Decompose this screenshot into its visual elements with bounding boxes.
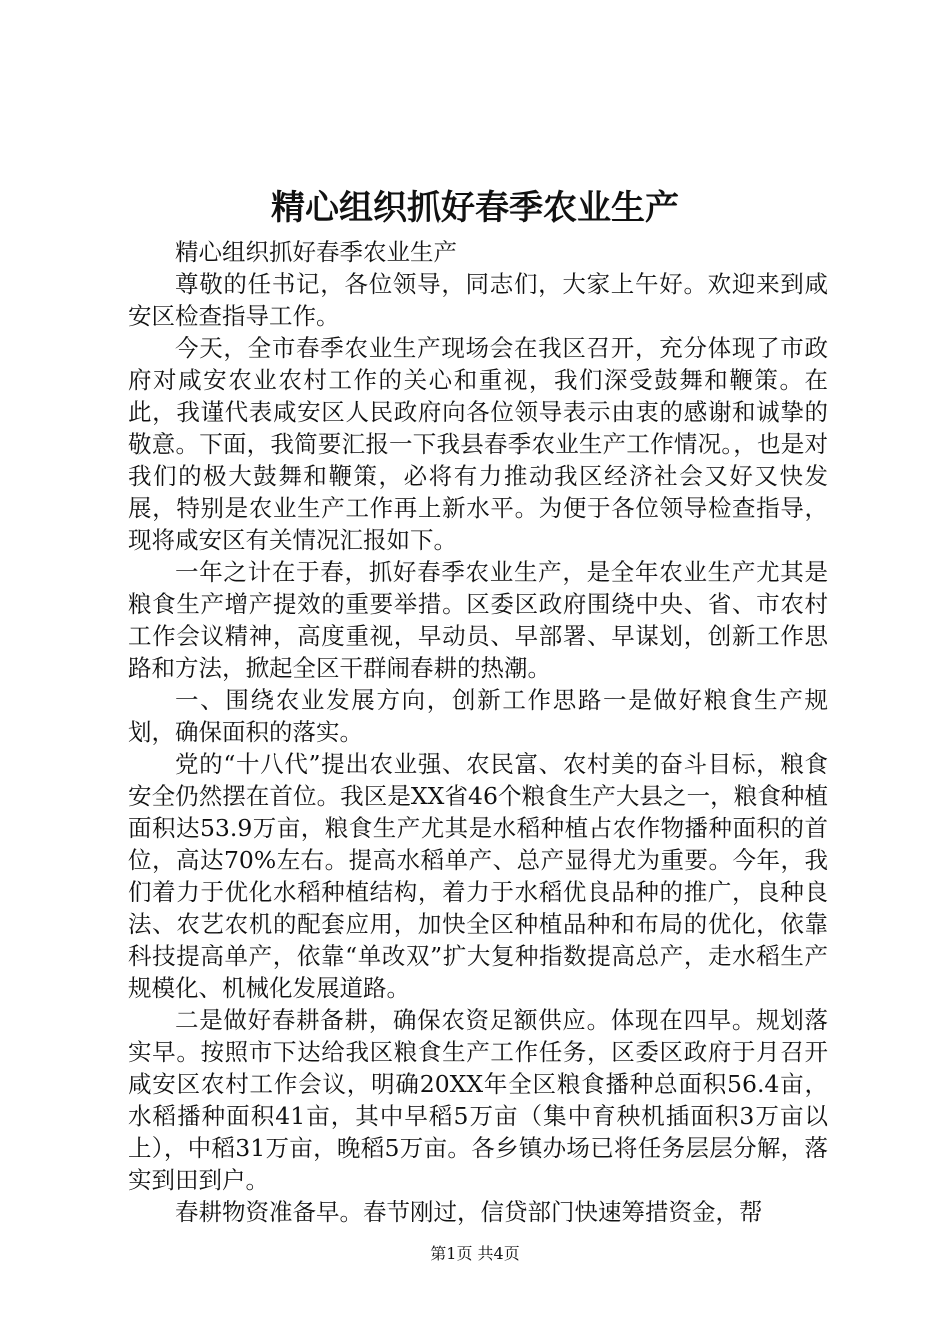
paragraph: 一、围绕农业发展方向，创新工作思路一是做好粮食生产规划，确保面积的落实。 xyxy=(128,686,828,746)
paragraph: 党的“十八代”提出农业强、农民富、农村美的奋斗目标，粮食安全仍然摆在首位。我区是XX省46个粮食生产大县之一，粮食种植面积达53.9万亩，粮食生产尤其是水稻种植占农作物播种面积的首位，高达70%左右。提高水稻单产、总产显得尤为重要。今年，我们着力于优化水稻种植结构，着力于水稻优良品种的推广，良种良法、农艺农机的配套应用，加快全区种植品种和布局的优化，依靠科技提高单产，依靠“单改双”扩大复种指数提高总产，走水稻生产规模化、机械化发展道路。 xyxy=(128,750,828,1002)
paragraph: 尊敬的任书记，各位领导，同志们，大家上午好。欢迎来到咸安区检查指导工作。 xyxy=(128,270,828,330)
document-body xyxy=(128,236,828,1228)
paragraph: 二是做好春耕备耕，确保农资足额供应。体现在四早。规划落实早。按照市下达给我区粮食生产工作任务，区委区政府于月召开咸安区农村工作会议，明确20XX年全区粮食播种总面积56.4亩，水稻播种面积41亩，其中早稻5万亩（集中育秧机插面积3万亩以上），中稻31万亩，晚稻5万亩。各乡镇办场已将任务层层分解，落实到田到户。 xyxy=(128,1006,828,1194)
paragraph: 春耕物资准备早。春节刚过，信贷部门快速筹措资金，帮 xyxy=(175,1198,763,1226)
paragraph: 今天，全市春季农业生产现场会在我区召开，充分体现了市政府对咸安农业农村工作的关心和重视，我们深受鼓舞和鞭策。在此，我谨代表咸安区人民政府向各位领导表示由衷的感谢和诚挚的敬意。下面，我简要汇报一下我县春季农业生产工作情况。，也是对我们的极大鼓舞和鞭策，必将有力推动我区经济社会又好又快发展，特别是农业生产工作再上新水平。为便于各位领导检查指导，现将咸安区有关情况汇报如下。 xyxy=(128,334,828,554)
page-footer: 第1页 共4页 xyxy=(430,1244,520,1263)
paragraph: 精心组织抓好春季农业生产 xyxy=(175,238,457,266)
paragraph: 一年之计在于春，抓好春季农业生产，是全年农业生产尤其是粮食生产增产提效的重要举措。区委区政府围绕中央、省、市农村工作会议精神，高度重视，早动员、早部署、早谋划，创新工作思路和方法，掀起全区干群闹春耕的热潮。 xyxy=(128,558,828,682)
document-title: 精心组织抓好春季农业生产 xyxy=(271,188,679,228)
